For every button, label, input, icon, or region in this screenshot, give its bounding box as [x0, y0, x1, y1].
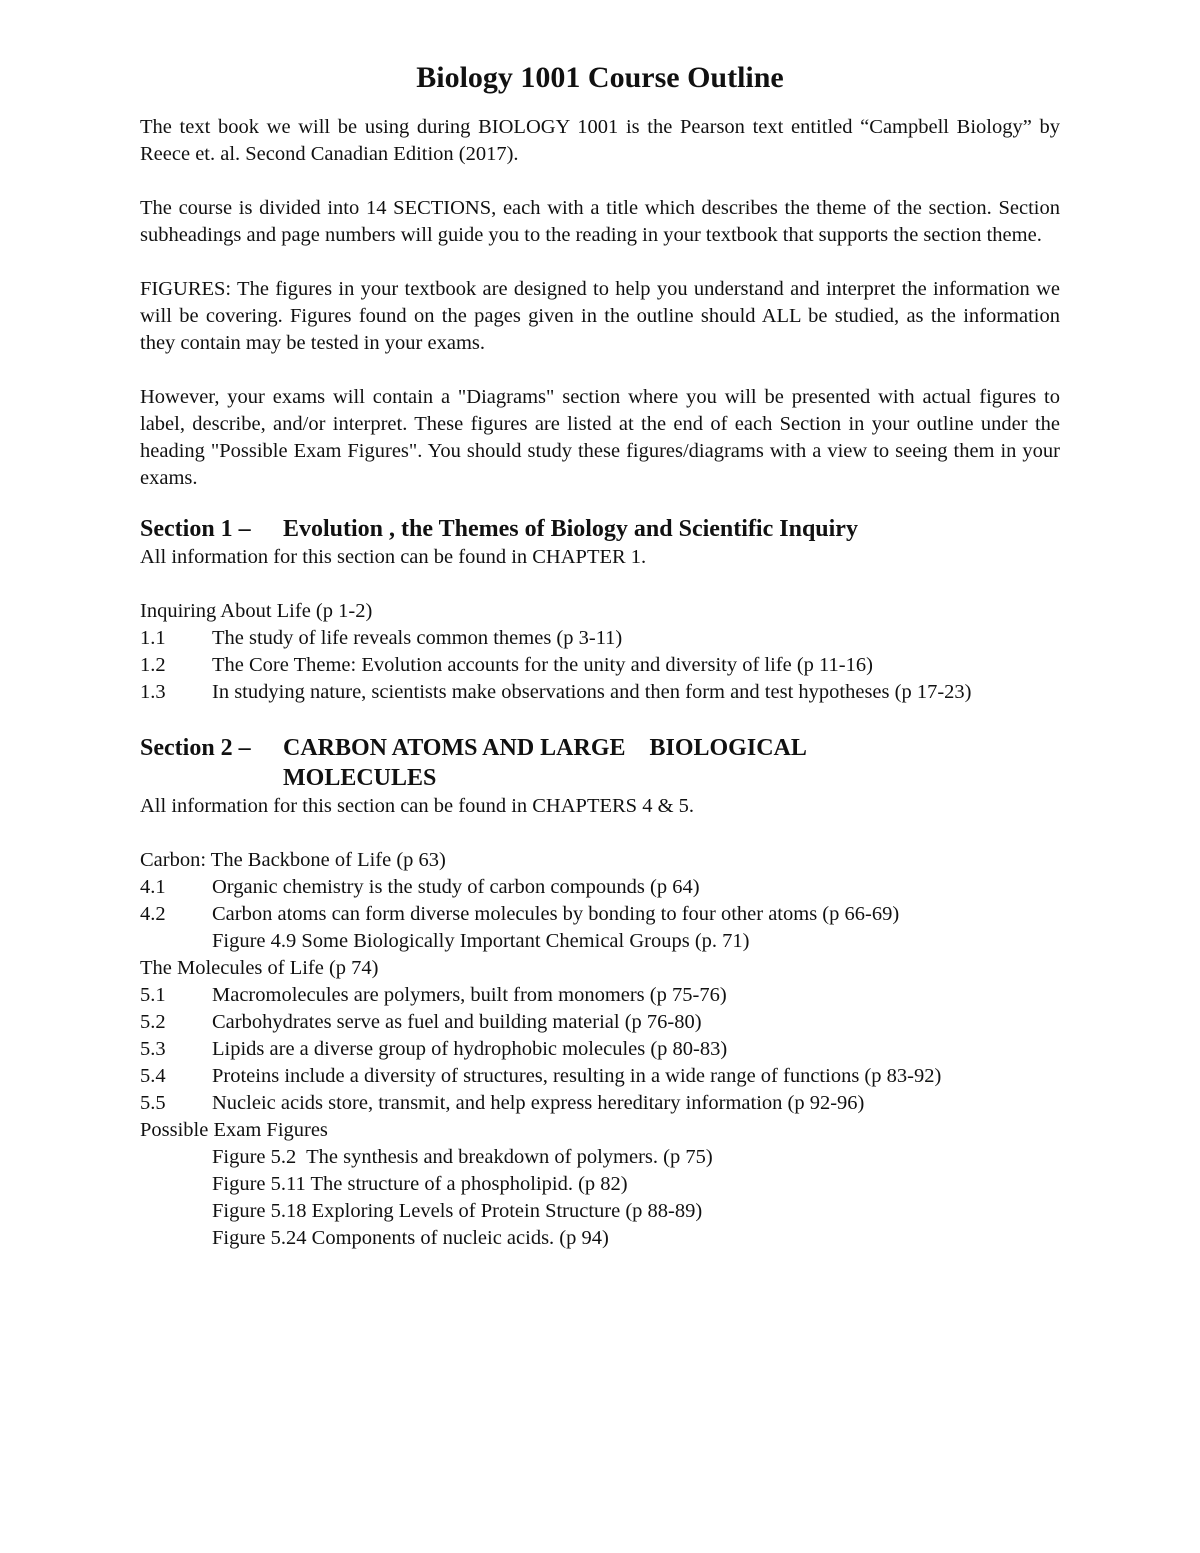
- item-number: 1.1: [140, 627, 166, 649]
- item-number: 4.2: [140, 903, 166, 925]
- list-item: [140, 1090, 1060, 1117]
- exam-figure-item: Figure 5.2 The synthesis and breakdown of polymers. (p 75): [212, 1146, 713, 1168]
- section-2-subheading-molecules: The Molecules of Life (p 74): [140, 957, 379, 979]
- item-number: 5.3: [140, 1038, 166, 1060]
- section-1-subheading: Inquiring About Life (p 1-2): [140, 600, 373, 622]
- exam-figure-item: Figure 5.11 The structure of a phospholipid. (p 82): [212, 1173, 628, 1195]
- list-item: [140, 652, 1060, 679]
- intro-paragraph-figures: FIGURES: The figures in your textbook are designed to help you understand and interpret the information we will be covering. Figures found on the pages given in the outline should ALL be studied, as the information they contain may be tested in your exams.: [140, 278, 1060, 354]
- item-text: The Core Theme: Evolution accounts for the unity and diversity of life (p 11-16): [212, 654, 873, 676]
- item-number: 1.2: [140, 654, 166, 676]
- item-text: Nucleic acids store, transmit, and help express hereditary information (p 92-96): [212, 1092, 865, 1114]
- item-text: Carbohydrates serve as fuel and building material (p 76-80): [212, 1011, 702, 1033]
- list-item: [140, 874, 1060, 901]
- item-number: 1.3: [140, 681, 166, 703]
- item-number: 5.2: [140, 1011, 166, 1033]
- section-number: Section 2 –: [140, 735, 251, 761]
- section-number: Section 1 –: [140, 516, 251, 542]
- section-2-subheading-carbon: Carbon: The Backbone of Life (p 63): [140, 849, 446, 871]
- section-title: CARBON ATOMS AND LARGE BIOLOGICAL MOLECULES: [283, 735, 812, 791]
- item-text: The study of life reveals common themes (p 3-11): [212, 627, 623, 649]
- item-number: 5.1: [140, 984, 166, 1006]
- intro-paragraph-sections: The course is divided into 14 SECTIONS, each with a title which describes the theme of the section. Section subheadings and page numbers will guide you to the reading in your textbook that supports the section theme.: [140, 197, 1060, 246]
- item-number: 5.4: [140, 1065, 166, 1087]
- item-number: 5.5: [140, 1092, 166, 1114]
- intro-paragraph-textbook: The text book we will be using during BIOLOGY 1001 is the Pearson text entitled “Campbell Biology” by Reece et. al. Second Canadian Edition (2017).: [140, 116, 1060, 165]
- item-text: Organic chemistry is the study of carbon compounds (p 64): [212, 876, 700, 898]
- item-text: Proteins include a diversity of structures, resulting in a wide range of functions (p 83-92): [212, 1065, 942, 1087]
- section-title: Evolution , the Themes of Biology and Scientific Inquiry: [283, 516, 858, 542]
- figure-reference: Figure 4.9 Some Biologically Important Chemical Groups (p. 71): [212, 930, 750, 952]
- list-item: [140, 1063, 1060, 1090]
- section-spacer: [140, 706, 1060, 733]
- item-text: In studying nature, scientists make observations and then form and test hypotheses (p 17-23): [212, 681, 972, 703]
- item-text: Macromolecules are polymers, built from monomers (p 75-76): [212, 984, 727, 1006]
- list-item: [140, 679, 1060, 706]
- exam-figure-item: Figure 5.18 Exploring Levels of Protein Structure (p 88-89): [212, 1200, 703, 1222]
- intro-paragraph-diagrams: However, your exams will contain a "Diagrams" section where you will be presented with actual figures to label, describe, and/or interpret. These figures are listed at the end of each Section in your outline under the heading "Possible Exam Figures". You should study these figures/diagrams with a view to seeing them in your exams.: [140, 386, 1060, 489]
- item-number: 4.1: [140, 876, 166, 898]
- section-2-heading: [140, 733, 1060, 793]
- document-page: [140, 52, 1060, 1252]
- section-1-heading: [140, 514, 1060, 544]
- list-item: [140, 982, 1060, 1009]
- list-item: [140, 1036, 1060, 1063]
- page-title: Biology 1001 Course Outline: [416, 61, 784, 94]
- item-text: Lipids are a diverse group of hydrophobic molecules (p 80-83): [212, 1038, 728, 1060]
- section-1-source: All information for this section can be found in CHAPTER 1.: [140, 546, 647, 568]
- list-item: [140, 625, 1060, 652]
- list-item: [140, 901, 1060, 928]
- section-2-source: All information for this section can be found in CHAPTERS 4 & 5.: [140, 795, 695, 817]
- list-item: [140, 1009, 1060, 1036]
- item-text: Carbon atoms can form diverse molecules by bonding to four other atoms (p 66-69): [212, 903, 900, 925]
- exam-figure-item: Figure 5.24 Components of nucleic acids. (p 94): [212, 1227, 609, 1249]
- exam-figures-heading: Possible Exam Figures: [140, 1119, 328, 1141]
